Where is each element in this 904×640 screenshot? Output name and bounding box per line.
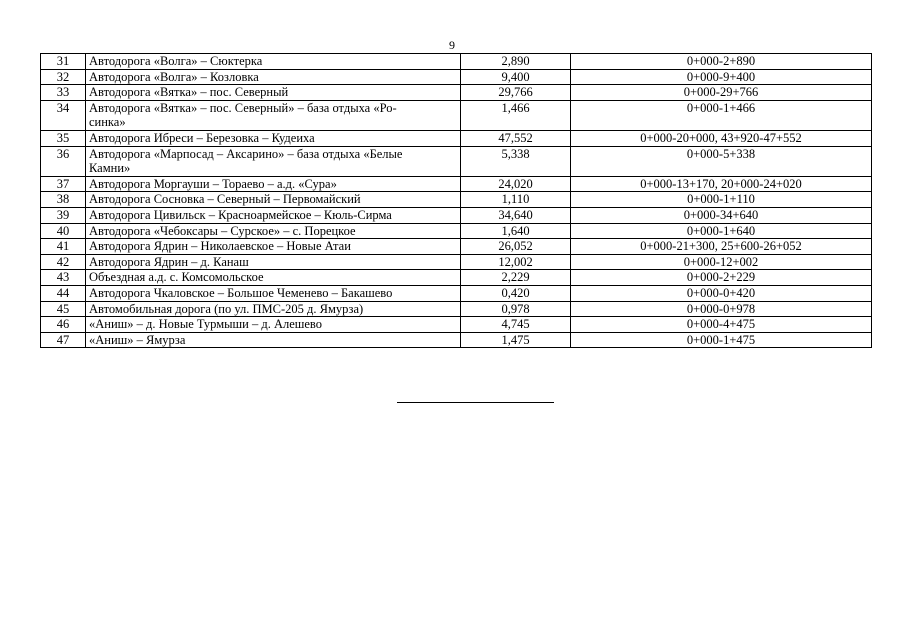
row-number-cell: 38 <box>41 192 86 208</box>
roads-table-body <box>41 54 872 348</box>
road-km-range-cell: 0+000-0+420 <box>571 285 872 301</box>
road-km-range-cell: 0+000-4+475 <box>571 317 872 333</box>
row-number-cell: 35 <box>41 130 86 146</box>
row-number-cell: 45 <box>41 301 86 317</box>
road-length-cell: 24,020 <box>461 176 571 192</box>
road-name-cell: Автодорога Ядрин – Николаевское – Новые Атаи <box>86 239 461 255</box>
road-km-range-cell: 0+000-5+338 <box>571 146 872 176</box>
road-km-range-cell: 0+000-13+170, 20+000-24+020 <box>571 176 872 192</box>
road-km-range-cell: 0+000-12+002 <box>571 254 872 270</box>
road-length-cell: 9,400 <box>461 69 571 85</box>
row-number-cell: 39 <box>41 207 86 223</box>
road-km-range-cell: 0+000-1+475 <box>571 332 872 348</box>
road-km-range-cell: 0+000-29+766 <box>571 85 872 101</box>
row-number-cell: 47 <box>41 332 86 348</box>
table-row <box>41 176 872 192</box>
road-length-cell: 0,420 <box>461 285 571 301</box>
roads-table <box>40 53 872 348</box>
road-name-cell: Автодорога «Волга» – Козловка <box>86 69 461 85</box>
row-number-cell: 36 <box>41 146 86 176</box>
table-row <box>41 223 872 239</box>
end-of-section-rule <box>397 402 554 403</box>
road-name-cell: Автодорога «Марпосад – Аксарино» – база отдыха «Белые Камни» <box>86 146 461 176</box>
road-km-range-cell: 0+000-1+110 <box>571 192 872 208</box>
road-length-cell: 26,052 <box>461 239 571 255</box>
road-length-cell: 4,745 <box>461 317 571 333</box>
road-name-cell: Автодорога Ибреси – Березовка – Кудеиха <box>86 130 461 146</box>
road-length-cell: 1,640 <box>461 223 571 239</box>
road-length-cell: 1,110 <box>461 192 571 208</box>
road-name-cell: «Аниш» – д. Новые Турмыши – д. Алешево <box>86 317 461 333</box>
road-name-cell: Автодорога Чкаловское – Большое Чеменево – Бакашево <box>86 285 461 301</box>
row-number-cell: 31 <box>41 54 86 70</box>
table-row <box>41 207 872 223</box>
road-name-cell: Автодорога Ядрин – д. Канаш <box>86 254 461 270</box>
road-km-range-cell: 0+000-9+400 <box>571 69 872 85</box>
table-row <box>41 332 872 348</box>
table-row <box>41 146 872 176</box>
road-km-range-cell: 0+000-0+978 <box>571 301 872 317</box>
road-length-cell: 47,552 <box>461 130 571 146</box>
table-row <box>41 192 872 208</box>
road-km-range-cell: 0+000-21+300, 25+600-26+052 <box>571 239 872 255</box>
road-name-cell: Автодорога «Вятка» – пос. Северный <box>86 85 461 101</box>
row-number-cell: 40 <box>41 223 86 239</box>
road-name-cell: Автодорога «Вятка» – пос. Северный» – база отдыха «Ро- синка» <box>86 100 461 130</box>
page-number: 9 <box>449 38 455 52</box>
row-number-cell: 42 <box>41 254 86 270</box>
road-name-cell: «Аниш» – Ямурза <box>86 332 461 348</box>
road-length-cell: 1,466 <box>461 100 571 130</box>
row-number-cell: 41 <box>41 239 86 255</box>
row-number-cell: 32 <box>41 69 86 85</box>
table-row <box>41 69 872 85</box>
table-row <box>41 100 872 130</box>
row-number-cell: 44 <box>41 285 86 301</box>
road-name-cell: Объездная а.д. с. Комсомольское <box>86 270 461 286</box>
road-km-range-cell: 0+000-1+466 <box>571 100 872 130</box>
road-name-cell: Автодорога «Волга» – Сюктерка <box>86 54 461 70</box>
table-row <box>41 301 872 317</box>
road-length-cell: 5,338 <box>461 146 571 176</box>
row-number-cell: 37 <box>41 176 86 192</box>
table-row <box>41 54 872 70</box>
table-row <box>41 317 872 333</box>
road-length-cell: 29,766 <box>461 85 571 101</box>
table-row <box>41 239 872 255</box>
row-number-cell: 34 <box>41 100 86 130</box>
road-name-cell: Автодорога Сосновка – Северный – Первомайский <box>86 192 461 208</box>
table-row <box>41 85 872 101</box>
row-number-cell: 46 <box>41 317 86 333</box>
road-length-cell: 1,475 <box>461 332 571 348</box>
road-km-range-cell: 0+000-2+890 <box>571 54 872 70</box>
road-name-cell: Автодорога «Чебоксары – Сурское» – с. Порецкое <box>86 223 461 239</box>
road-length-cell: 12,002 <box>461 254 571 270</box>
table-row <box>41 270 872 286</box>
table-row <box>41 130 872 146</box>
road-name-cell: Автомобильная дорога (по ул. ПМС-205 д. Ямурза) <box>86 301 461 317</box>
road-km-range-cell: 0+000-34+640 <box>571 207 872 223</box>
road-name-cell: Автодорога Моргауши – Тораево – а.д. «Сура» <box>86 176 461 192</box>
road-length-cell: 0,978 <box>461 301 571 317</box>
row-number-cell: 33 <box>41 85 86 101</box>
road-length-cell: 2,890 <box>461 54 571 70</box>
road-length-cell: 34,640 <box>461 207 571 223</box>
row-number-cell: 43 <box>41 270 86 286</box>
table-row <box>41 285 872 301</box>
table-row <box>41 254 872 270</box>
road-km-range-cell: 0+000-1+640 <box>571 223 872 239</box>
road-km-range-cell: 0+000-20+000, 43+920-47+552 <box>571 130 872 146</box>
road-length-cell: 2,229 <box>461 270 571 286</box>
road-km-range-cell: 0+000-2+229 <box>571 270 872 286</box>
road-name-cell: Автодорога Цивильск – Красноармейское – Кюль-Сирма <box>86 207 461 223</box>
